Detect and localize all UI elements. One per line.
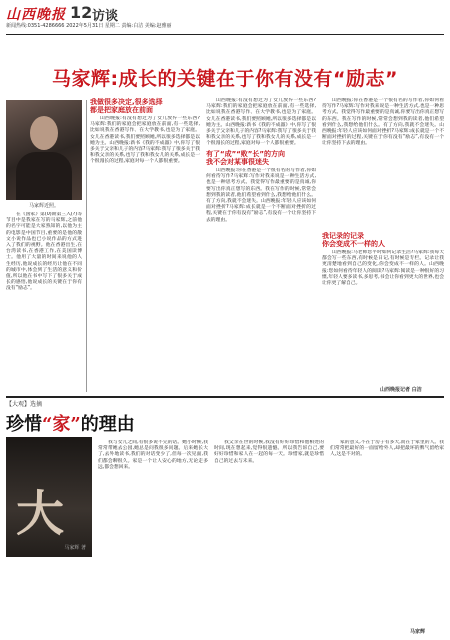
review-title-pre: 珍惜	[6, 414, 42, 435]
col3-top-body: 山西晚报:有没有想过为了女儿放弃一些东西?马家辉:我们的家庭会把家庭放在前面,有一些选择,比如说我在香港写作、在大学教书,也是为了家庭。女儿在香港读书,我们要照顾她,所以很多选择都是以她为主。山西晚报:新书《我的不成器》中,你写了很多关于父亲和儿子的内容?马家辉:我写了很多关于我和我父亲的关系,也写了我和我女儿的关系,成长是一个很漫长的过程,家庭对每一个人都很重要。	[206, 98, 316, 146]
col2-body: 山西晚报:有没有想过为了女儿放弃一些东西?马家辉:我们的家庭会把家庭放在前面,有一些选择,比如说我在香港写作、在大学教书,也是为了家庭。女儿在香港读书,我们要照顾她,所以很多选择都是以她为主。山西晚报:新书《我的不成器》中,你写了很多关于父亲和儿子的内容?马家辉:我写了很多关于我和我父亲的关系,也写了我和我女儿的关系,成长是一个很漫长的过程,家庭对每一个人都很重要。	[90, 116, 200, 165]
header-info-line: 新闻热线:0351-4286666 2022年5月31日 星期二 责编:白洁 美编:赵雅丽	[6, 23, 172, 29]
col4-text	[322, 250, 444, 385]
review-body-2: 我父亲在世的时候,我没有好好珍惜和他相处的时间,现在想起来,觉得很遗憾。所以我告诉自己,要好好珍惜和家人在一起的每一天。珍惜家,就是珍惜自己的过去与未来。	[214, 440, 324, 464]
header-rule	[6, 34, 444, 35]
section-rule	[6, 396, 444, 398]
review-title-quote: “家”	[42, 414, 81, 435]
review-body-3: 家的意义,不在于房子有多大,而在于家里的人。我们常常把最好的一面留给外人,却把最坏的脾气留给家人,这是不对的。	[330, 440, 444, 458]
review-body-1: 我与女儿之间,有很多说不完的话。她小时候,我常常带她去公园,她总是问我很多问题。后来她长大了,去外地读书,我们的对话变少了,但每一次见面,我们都会聊很久。家是一个让人安心的地方,无论走多远,都会想回来。	[98, 440, 208, 470]
review-col2	[214, 440, 324, 635]
headline: 马家辉:成长的关键在于你有没有“励志”	[51, 68, 399, 90]
intro-text: 在《国家》第(0)期第三入(?)等节目中是我家在写的马家辉,之前他的名字可能是大家熟知的,以他为主的电影是中国节目,重要的是他的散文小说作品也已小说作品的方式进入了我们的视野。他在香港出生,在台湾读书,在香港工作,在美国读博士。他用了大量的时间来说他的人生经历,他说成长的经历让他在不同的城市中,体会到了生活的意义和价值,所以他在书中写下了很多关于成长的感悟,他说成长的关键在于你有没有“励志”。	[6, 212, 82, 292]
col3-top-text	[206, 98, 316, 146]
col4-body: 山西晚报:马老师您平时如何记录生活?马家辉:我每天都会写一些东西,有时候是日记,有时候是专栏。记录让我更清楚地看到自己的变化,你会变成不一样的人。山西晚报:您如何看待年轻人的阅读?马家辉:阅读是一种很好的习惯,年轻人要多读书,多思考,书会让你看到更大的世界,也会让你更了解自己。	[322, 250, 444, 287]
col3-subhead: 有了“成”“败”长”的方向 我不会对某事很迷失	[206, 150, 286, 166]
section-name: 访谈	[92, 9, 119, 24]
col4-top-text	[322, 98, 444, 228]
page-header	[6, 4, 444, 34]
photo-caption: 马家辉近照。	[28, 203, 59, 209]
intro-column	[6, 212, 82, 392]
portrait-photo	[6, 100, 82, 200]
col4-credit: 山西晚报记者 白洁	[380, 387, 422, 393]
cover-author: 马家辉 著	[64, 545, 86, 551]
col4-subhead: 我记录的记录 你会变成不一样的人	[322, 232, 385, 248]
column-divider	[86, 100, 87, 392]
review-col1	[98, 440, 208, 635]
cover-title-char: 大	[16, 486, 65, 542]
review-tag: 【大观】选摘	[6, 401, 43, 408]
page-number: 12	[70, 3, 93, 22]
col4-top-body: 山西晚报:你在香港是一个很有名的写作者,你如何看待写作?马家辉:写作对我来说是一种生活方式,也是一种思考方式。我觉得写作最重要的是真诚,你要写出你真正想写的东西。我在写作的时候,常常会想到我的读者,他们希望看到什么,我想给他们什么。有了方向,我就不会迷失。山西晚报:年轻人应该如何面对挫折?马家辉:成长就是一个不断面对挫折的过程,关键在于你有没有“励志”,有没有一个让你坚持下去的理由。	[322, 98, 444, 147]
col3-text	[206, 168, 316, 392]
col2-text	[90, 116, 200, 392]
review-col3	[330, 440, 444, 625]
review-title	[6, 410, 135, 436]
masthead: 山西晚报	[6, 7, 66, 23]
col3-body: 山西晚报:你在香港是一个很有名的写作者,你如何看待写作?马家辉:写作对我来说是一种生活方式,也是一种思考方式。我觉得写作最重要的是真诚,你要写出你真正想写的东西。我在写作的时候,常常会想到我的读者,他们希望看到什么,我想给他们什么。有了方向,我就不会迷失。山西晚报:年轻人应该如何面对挫折?马家辉:成长就是一个不断面对挫折的过程,关键在于你有没有“励志”,有没有一个让你坚持下去的理由。	[206, 168, 316, 223]
col2-subhead: 我做很多决定,很多选择 都是把家庭放在前面	[90, 98, 163, 114]
review-title-post: 的理由	[80, 414, 135, 435]
review-byline: 马家辉	[410, 629, 426, 635]
book-cover	[6, 437, 92, 557]
